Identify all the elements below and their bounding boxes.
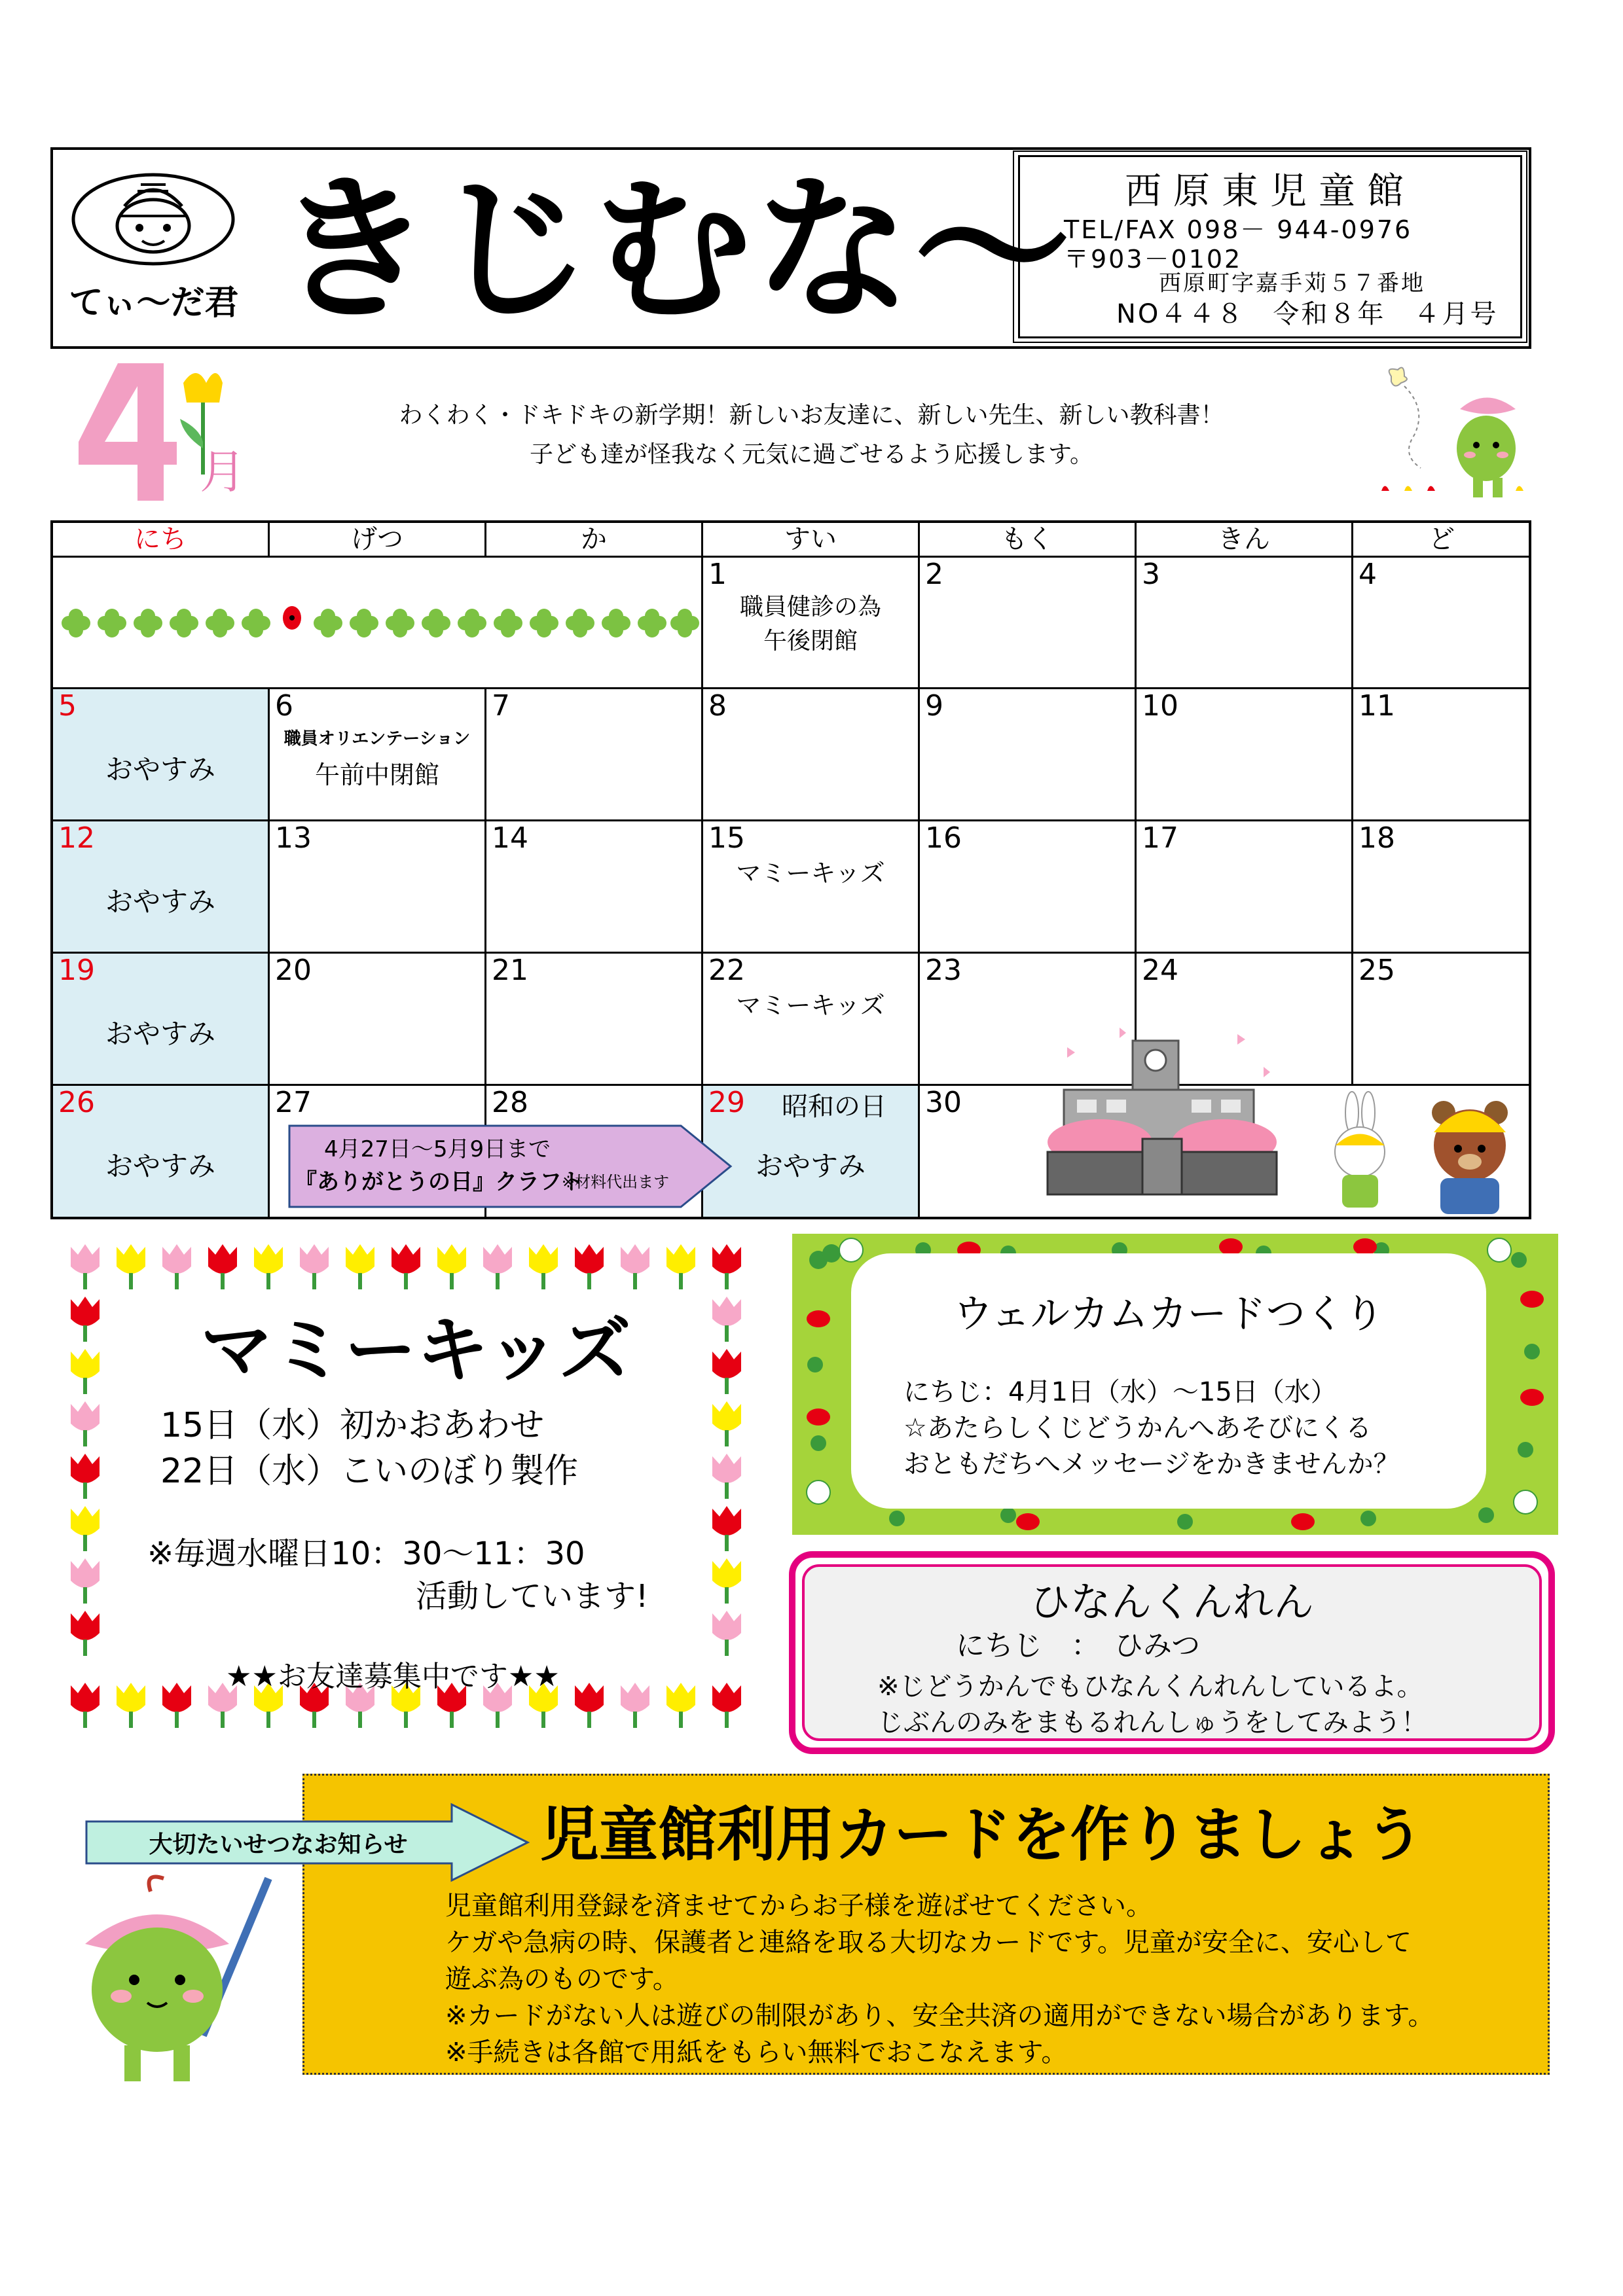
weekday-wed: すい — [703, 523, 920, 558]
notice-line-2: ケガや急病の時、保護者と連絡を取る大切なカードです。児童が安全に、安心して — [445, 1928, 1412, 1958]
craft-banner-dates: 4月27日～5月9日まで — [324, 1136, 551, 1162]
day-number: 15 — [708, 821, 745, 855]
notice-arrow-label: 大切たいせつなお知らせ — [149, 1831, 408, 1858]
holiday-name: 昭和の日 — [782, 1092, 886, 1122]
welcome-card-date: にちじ：4月1日（水）～15日（水） — [903, 1377, 1337, 1407]
day-event: 午前中閉館 — [314, 761, 439, 789]
day-cell-16[interactable] — [920, 821, 1137, 954]
day-cell-17[interactable] — [1137, 821, 1353, 954]
day-cell-3[interactable] — [1137, 558, 1353, 689]
day-cell-9[interactable] — [920, 689, 1137, 821]
welcome-card-desc-2: おともだちへメッセージをかきませんか？ — [903, 1449, 1400, 1479]
notice-line-3: 遊ぶ為のものです。 — [445, 1964, 679, 1994]
children-animals-icon — [1300, 1080, 1542, 1214]
day-number: 23 — [925, 954, 962, 987]
day-number: 18 — [1359, 821, 1395, 855]
issue-number: NO４４８ 令和８年 ４月号 — [1116, 299, 1499, 329]
mamy-kids-schedule: ※毎週水曜日10：30～11：30 — [147, 1535, 585, 1572]
drill-desc-1: ※じどうかんでもひなんくんれんしているよ。 — [877, 1672, 1423, 1702]
clover-garland-icon — [60, 597, 695, 649]
day-number: 10 — [1142, 689, 1178, 723]
closed-label: おやすみ — [105, 1018, 215, 1050]
day-cell-2[interactable] — [920, 558, 1137, 689]
weekday-fri: きん — [1137, 523, 1353, 558]
mascot-name: てぃ〜だ君 — [69, 283, 239, 323]
day-cell-20[interactable] — [270, 954, 486, 1086]
day-cell-7[interactable] — [486, 689, 703, 821]
day-event: マミーキッズ — [736, 859, 885, 888]
welcome-card-title: ウェルカムカードつくり — [953, 1291, 1384, 1337]
tel-fax: TEL/FAX 098－ 944-0976 — [1064, 215, 1413, 244]
day-cell-18[interactable] — [1353, 821, 1530, 954]
day-cell-15[interactable] — [703, 821, 920, 954]
day-number: 1 — [708, 558, 727, 591]
day-number: 4 — [1359, 558, 1377, 591]
mascot-pointer-icon — [72, 1872, 268, 2088]
mascot-with-butterfly-icon — [1375, 363, 1539, 504]
day-cell-21[interactable] — [486, 954, 703, 1086]
notice-line-4: ※カードがない人は遊びの制限があり、安全共済の適用ができない場合があります。 — [445, 2001, 1434, 2031]
day-number: 9 — [925, 689, 943, 723]
day-number: 6 — [275, 689, 293, 723]
address: 西原町字嘉手苅５７番地 — [1159, 270, 1425, 296]
day-number: 3 — [1142, 558, 1160, 591]
closed-label: おやすみ — [105, 753, 215, 785]
day-cell-4[interactable] — [1353, 558, 1530, 689]
svg-text:月: 月 — [200, 445, 246, 499]
craft-banner-note: ※材料代出ます — [562, 1173, 670, 1191]
intro-line-1: わくわく・ドキドキの新学期！新しいお友達に、新しい先生、新しい教科書！ — [399, 402, 1224, 429]
april-month-icon — [65, 357, 246, 507]
mamy-kids-recruit: ★★お友達募集中です★★ — [226, 1660, 560, 1693]
day-number: 7 — [492, 689, 510, 723]
day-number: 19 — [58, 954, 95, 987]
clover-decoration-cell — [53, 558, 703, 689]
mamy-kids-title: マミーキッズ — [200, 1308, 631, 1392]
closed-label: おやすみ — [105, 1150, 215, 1182]
day-event: マミーキッズ — [736, 991, 885, 1020]
notice-line-5: ※手続きは各館で用紙をもらい無料でおこなえます。 — [445, 2037, 1068, 2068]
day-number: 12 — [58, 821, 95, 855]
day-cell-1[interactable] — [703, 558, 920, 689]
closed-label: おやすみ — [105, 886, 215, 918]
weekday-thu: もく — [920, 523, 1137, 558]
day-number: 29 — [708, 1086, 745, 1119]
day-number: 13 — [275, 821, 312, 855]
day-number: 22 — [708, 954, 745, 987]
day-cell-11[interactable] — [1353, 689, 1530, 821]
weekday-sun: にち — [53, 523, 270, 558]
day-number: 5 — [58, 689, 77, 723]
craft-banner-title: 『ありがとうの日』クラフト — [295, 1169, 584, 1195]
day-cell-29[interactable] — [703, 1086, 920, 1217]
day-event: 職員健診の為 午後閉館 — [739, 594, 881, 655]
drill-title: ひなんくんれん — [1029, 1578, 1314, 1626]
day-number: 28 — [492, 1086, 528, 1119]
notice-line-1: 児童館利用登録を済ませてからお子様を遊ばせてください。 — [445, 1891, 1152, 1921]
tiida-kun-logo-icon — [69, 170, 238, 268]
day-cell-13[interactable] — [270, 821, 486, 954]
day-cell-22[interactable] — [703, 954, 920, 1086]
newsletter-title: きじむな〜 — [275, 158, 1074, 342]
closed-label: おやすみ — [755, 1150, 866, 1182]
day-number: 11 — [1359, 689, 1395, 723]
day-number: 14 — [492, 821, 528, 855]
day-cell-19[interactable] — [53, 954, 270, 1086]
weekday-tue: か — [486, 523, 703, 558]
day-cell-14[interactable] — [486, 821, 703, 954]
weekday-mon: げつ — [270, 523, 486, 558]
day-cell-6[interactable] — [270, 689, 486, 821]
day-number: 30 — [925, 1086, 962, 1119]
day-number: 17 — [1142, 821, 1178, 855]
intro-line-2: 子ども達が怪我なく元気に過ごせるよう応援します。 — [529, 441, 1094, 468]
day-event-small: 職員オリエンテーション — [283, 729, 471, 749]
school-building-icon — [1041, 1021, 1283, 1198]
day-number: 25 — [1359, 954, 1395, 987]
postal-code: 〒903－0102 — [1064, 245, 1243, 274]
day-number: 16 — [925, 821, 962, 855]
day-number: 27 — [275, 1086, 312, 1119]
notice-title: 児童館利用カードを作りましょう — [540, 1801, 1424, 1869]
drill-date: にちじ ： ひみつ — [956, 1629, 1201, 1662]
day-cell-25[interactable] — [1353, 954, 1530, 1086]
day-cell-12[interactable] — [53, 821, 270, 954]
mamy-kids-item-2: 22日（水）こいのぼり製作 — [160, 1452, 579, 1491]
day-number: 2 — [925, 558, 943, 591]
mamy-kids-schedule-2: 活動しています! — [416, 1578, 649, 1615]
facility-name: 西原東児童館 — [1125, 170, 1415, 213]
day-number: 8 — [708, 689, 727, 723]
day-number: 26 — [58, 1086, 95, 1119]
mamy-kids-item-1: 15日（水）初かおあわせ — [160, 1406, 545, 1445]
day-cell-10[interactable] — [1137, 689, 1353, 821]
welcome-card-desc-1: ☆あたらしくじどうかんへあそびにくる — [903, 1413, 1372, 1443]
day-cell-5[interactable] — [53, 689, 270, 821]
weekday-sat: ど — [1353, 523, 1530, 558]
day-number: 20 — [275, 954, 312, 987]
day-cell-26[interactable] — [53, 1086, 270, 1217]
day-number: 24 — [1142, 954, 1178, 987]
day-cell-8[interactable] — [703, 689, 920, 821]
day-number: 21 — [492, 954, 528, 987]
drill-desc-2: じぶんのみをまもるれんしゅうをしてみよう！ — [877, 1708, 1427, 1738]
